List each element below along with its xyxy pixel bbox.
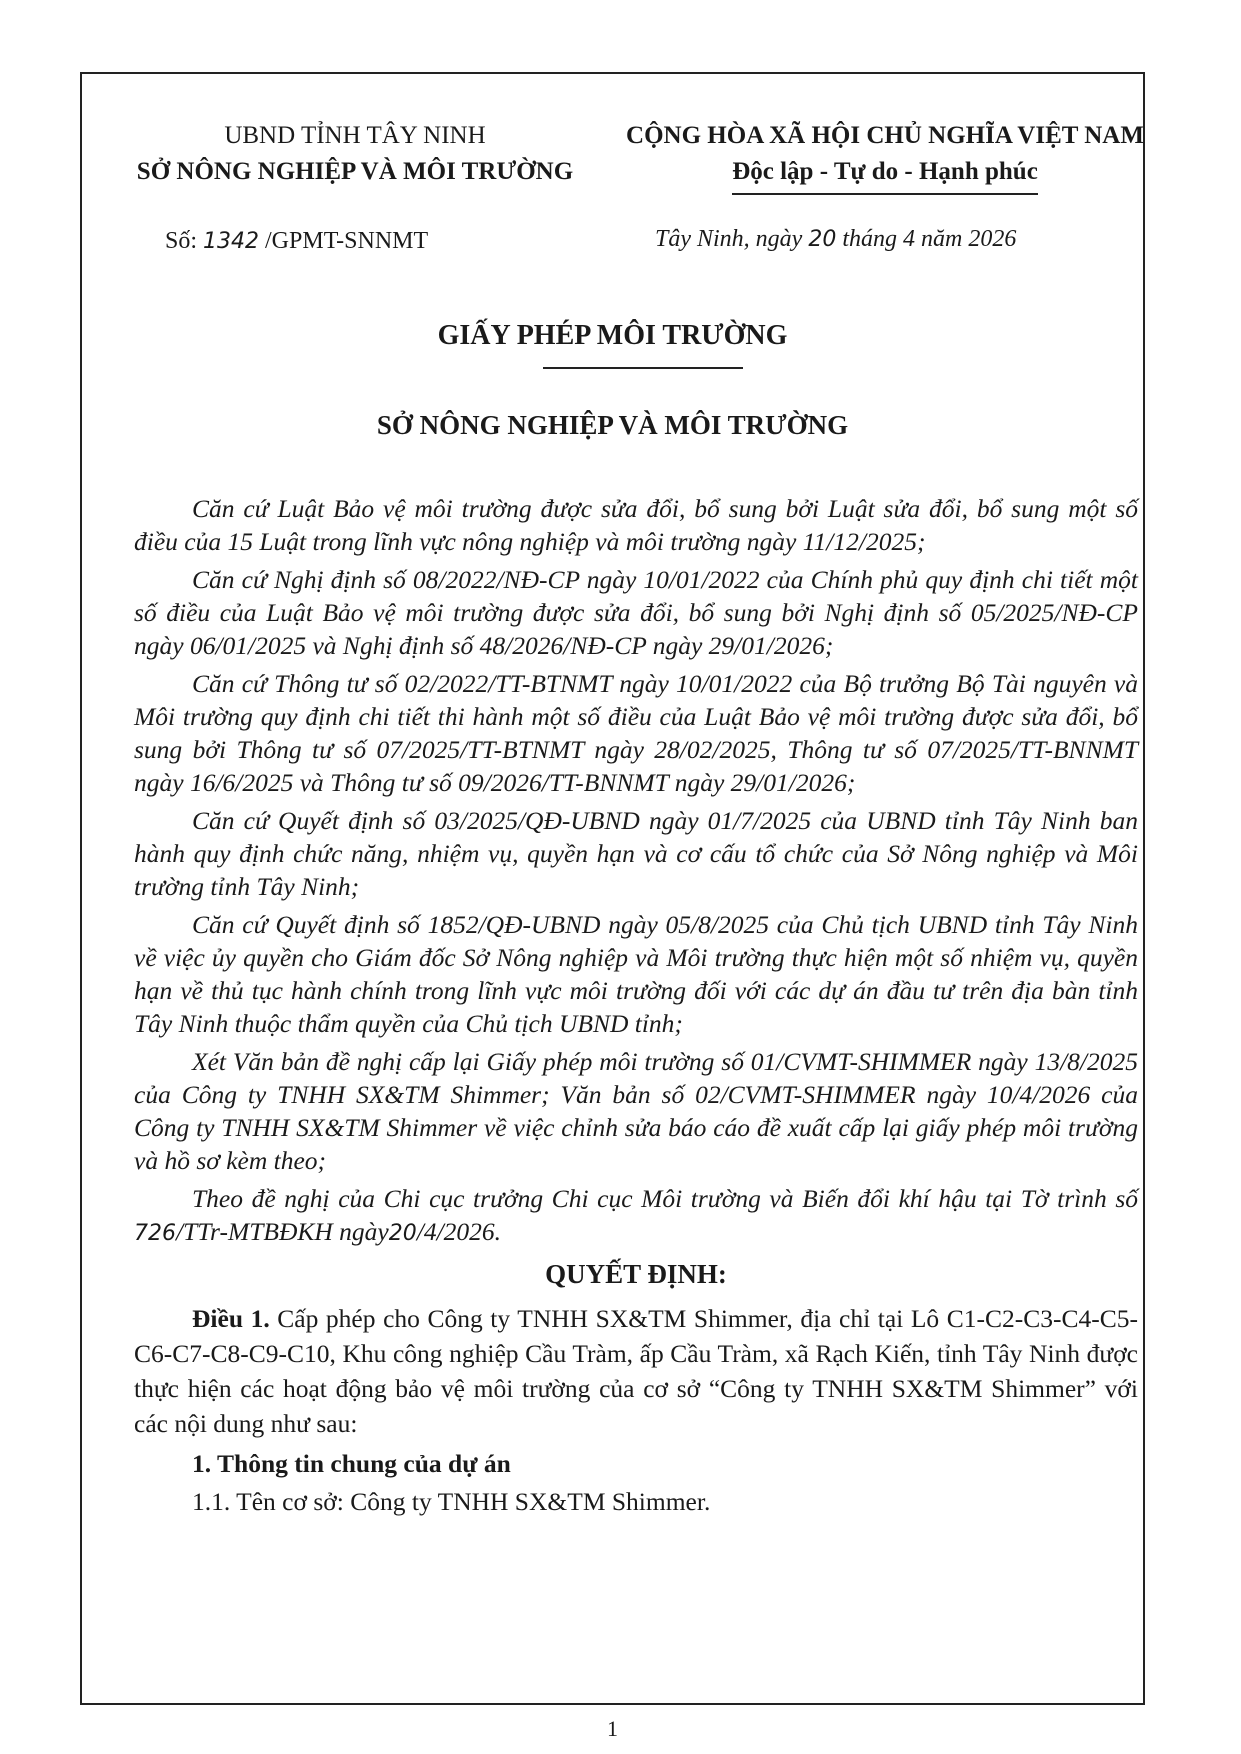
date-year: năm 2026	[915, 226, 1017, 252]
agency-parent: UBND TỈNH TÂY NINH	[224, 122, 486, 149]
legal-basis-6: Xét Văn bản đề nghị cấp lại Giấy phép môi trường số 01/CVMT-SHIMMER ngày 13/8/2025 của Công ty TNHH SX&TM Shimmer; Văn bản số 02/CVMT-SHIMMER ngày 10/4/2026 của Công ty TNHH SX&TM Shimmer về việc chỉnh sửa báo cáo đề xuất cấp lại giấy phép môi trường và hồ sơ kèm theo;	[134, 1047, 1138, 1175]
legal-basis-1: Căn cứ Luật Bảo vệ môi trường được sửa đổi, bổ sung bởi Luật sửa đổi, bổ sung một số điều của 15 Luật trong lĩnh vực nông nghiệp và môi trường ngày 11/12/2025;	[134, 494, 1138, 556]
doc-number-handwritten: 1342	[203, 229, 260, 254]
legal-basis-5: Căn cứ Quyết định số 1852/QĐ-UBND ngày 05/8/2025 của Chủ tịch UBND tỉnh Tây Ninh về việc ủy quyền cho Giám đốc Sở Nông nghiệp và Môi trường thực hiện một số nhiệm vụ, quyền hạn về thủ tục hành chính trong lĩnh vực môi trường đối với các dự án đầu tư trên địa bàn tỉnh Tây Ninh thuộc thẩm quyền của Chủ tịch UBND tỉnh;	[134, 910, 1138, 1038]
date-day-handwritten: 20	[808, 227, 837, 252]
date-month-label: tháng	[836, 226, 903, 252]
legal-basis-3: Căn cứ Thông tư số 02/2022/TT-BTNMT ngày 10/01/2022 của Bộ trưởng Bộ Tài nguyên và Môi trường quy định chi tiết thi hành một số điều của Luật Bảo vệ môi trường được sửa đổi, bổ sung bởi Thông tư số 07/2025/TT-BTNMT ngày 28/02/2025, Thông tư số 07/2025/TT-BNNMT ngày 16/6/2025 và Thông tư số 09/2026/TT-BNNMT ngày 29/01/2026;	[134, 669, 1138, 797]
proposal-text: Theo đề nghị của Chi cục trưởng Chi cục Môi trường và Biến đổi khí hậu tại Tờ trình số	[192, 1184, 1138, 1213]
item-1-1: 1.1. Tên cơ sở: Công ty TNHH SX&TM Shimmer.	[192, 1487, 711, 1516]
legal-basis-4: Căn cứ Quyết định số 03/2025/QĐ-UBND ngày 01/7/2025 của UBND tỉnh Tây Ninh ban hành quy định chức năng, nhiệm vụ, quyền hạn và cơ cấu tổ chức của Sở Nông nghiệp và Môi trường tỉnh Tây Ninh;	[134, 806, 1138, 901]
document-number	[165, 228, 428, 255]
proposal-suffix: /4/2026.	[416, 1217, 502, 1246]
page-number: 1	[607, 1716, 618, 1741]
proposal-day-handwritten: 20	[388, 1221, 417, 1246]
legal-basis-2: Căn cứ Nghị định số 08/2022/NĐ-CP ngày 10/01/2022 của Chính phủ quy định chi tiết một số điều của Luật Bảo vệ môi trường được sửa đổi, bổ sung bởi Nghị định số 05/2025/NĐ-CP ngày 06/01/2025 và Nghị định số 48/2026/NĐ-CP ngày 29/01/2026;	[134, 565, 1138, 660]
doc-number-suffix: /GPMT-SNNMT	[259, 228, 429, 254]
doc-number-prefix: Số:	[165, 228, 204, 254]
section-1-heading: 1. Thông tin chung của dự án	[192, 1449, 511, 1478]
date-month: 4	[903, 226, 915, 252]
decision-heading: QUYẾT ĐỊNH:	[545, 1259, 727, 1289]
issuing-authority: SỞ NÔNG NGHIỆP VÀ MÔI TRƯỜNG	[376, 410, 849, 440]
article-1-text: Cấp phép cho Công ty TNHH SX&TM Shimmer, địa chỉ tại Lô C1-C2-C3-C4-C5-C6-C7-C8-C9-C10, Khu công nghiệp Cầu Tràm, ấp Cầu Tràm, xã Rạch Kiến, tỉnh Tây Ninh được thực hiện các hoạt động bảo vệ môi trường của cơ sở “Công ty TNHH SX&TM Shimmer” với các nội dung như sau:	[134, 1304, 1138, 1438]
document-title: GIẤY PHÉP MÔI TRƯỜNG	[437, 320, 788, 351]
place-prefix: Tây Ninh, ngày	[655, 226, 809, 252]
proposal-paragraph	[134, 1182, 1138, 1250]
agency-name: SỞ NÔNG NGHIỆP VÀ MÔI TRƯỜNG	[136, 158, 574, 185]
national-header	[590, 118, 1180, 195]
country-name: CỘNG HÒA XÃ HỘI CHỦ NGHĨA VIỆT NAM	[626, 122, 1144, 149]
place-and-date	[655, 226, 1016, 253]
proposal-mid: /TTr-MTBĐKH ngày	[176, 1217, 389, 1246]
document-body	[134, 492, 1138, 1523]
national-motto: Độc lập - Tự do - Hạnh phúc	[732, 154, 1038, 195]
article-1	[134, 1301, 1138, 1441]
proposal-number-handwritten: 726	[134, 1221, 176, 1246]
issuing-agency	[100, 118, 610, 190]
title-underline	[543, 367, 743, 369]
article-1-label: Điều 1.	[192, 1304, 270, 1333]
